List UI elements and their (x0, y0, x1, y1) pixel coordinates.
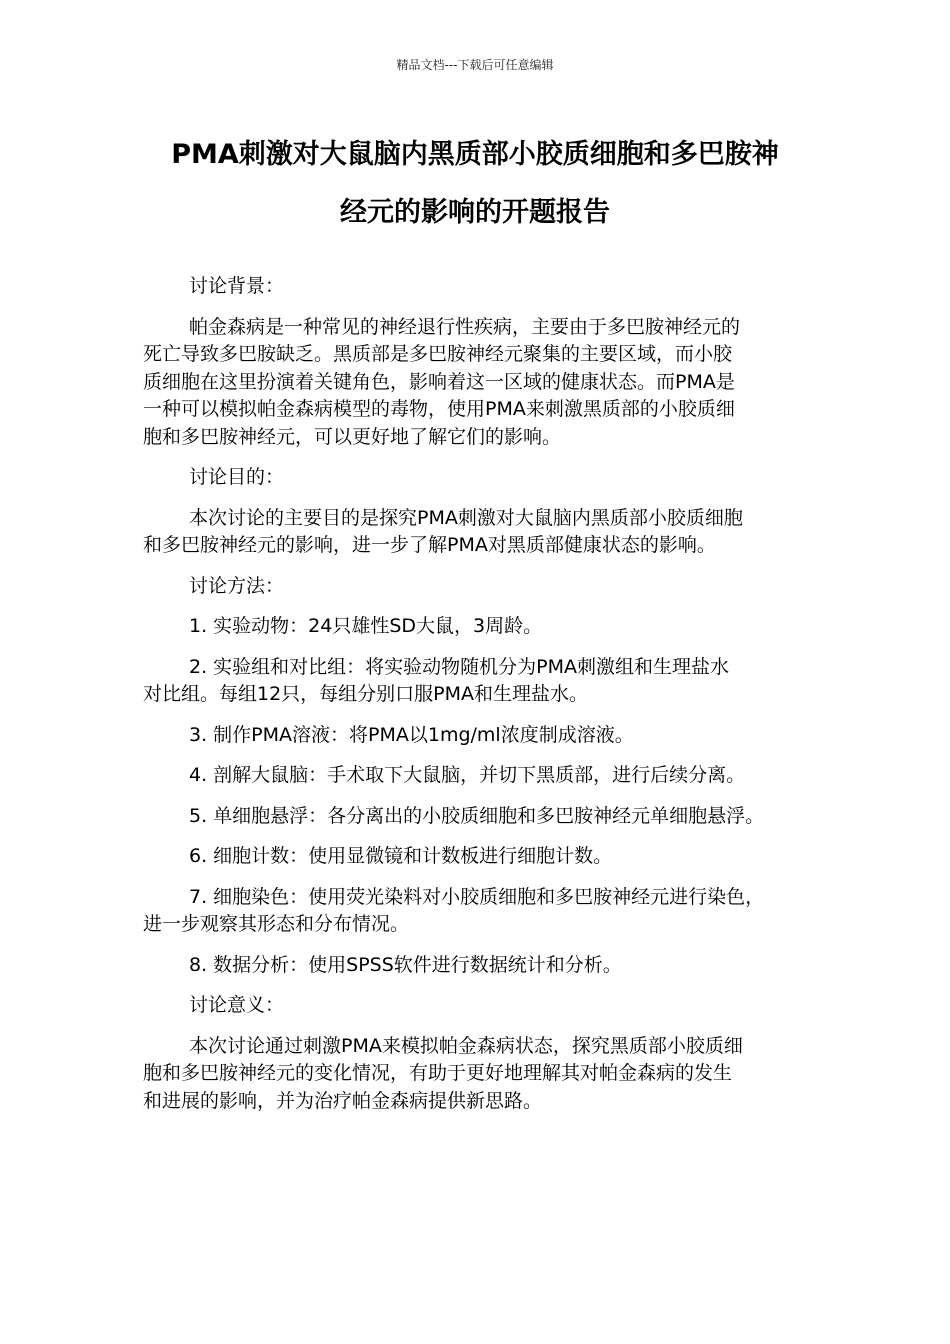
purpose-line: 本次讨论的主要目的是探究PMA刺激对大鼠脑内黑质部小胶质细胞 (189, 506, 743, 529)
purpose-heading: 讨论目的： (189, 466, 285, 488)
significance-heading: 讨论意义： (189, 994, 285, 1016)
method-item-4: 4. 剖解大鼠脑：手术取下大鼠脑，并切下黑质部，进行后续分离。 (189, 764, 746, 786)
method-item-5: 5. 单细胞悬浮：各分离出的小胶质细胞和多巴胺神经元单细胞悬浮。 (189, 804, 765, 827)
method-item-8: 8. 数据分析：使用SPSS软件进行数据统计和分析。 (189, 953, 622, 976)
header-note: 精品文档---下载后可任意编辑 (396, 58, 554, 72)
purpose-line: 和多巴胺神经元的影响，进一步了解PMA对黑质部健康状态的影响。 (143, 534, 716, 556)
method-item-6: 6. 细胞计数：使用显微镜和计数板进行细胞计数。 (189, 845, 613, 867)
document-body (143, 273, 813, 1128)
background-line: 死亡导致多巴胺缺乏。黑质部是多巴胺神经元聚集的主要区域，而小胶 (143, 343, 733, 365)
method-item-1: 1. 实验动物：24只雄性SD大鼠，3周龄。 (189, 615, 543, 637)
significance-paragraph (143, 1033, 813, 1116)
significance-line: 胞和多巴胺神经元的变化情况，有助于更好地理解其对帕金森病的发生 (143, 1062, 733, 1084)
method-item-7: 7. 细胞染色：使用荧光染料对小胶质细胞和多巴胺神经元进行染色， 进一步观察其形态和分布情况。 (143, 885, 765, 935)
background-line: 质细胞在这里扮演着关键角色，影响着这一区域的健康状态。而PMA是 (143, 370, 735, 393)
method-heading: 讨论方法： (189, 574, 285, 597)
significance-line: 本次讨论通过刺激PMA来模拟帕金森病状态，探究黑质部小胶质细 (189, 1034, 743, 1057)
significance-line: 和进展的影响，并为治疗帕金森病提供新思路。 (143, 1089, 543, 1112)
method-item-2: 2. 实验组和对比组：将实验动物随机分为PMA刺激组和生理盐水 对比组。每组12只，每组分别口服PMA和生理盐水。 (143, 655, 730, 705)
method-item-3: 3. 制作PMA溶液：将PMA以1mg/ml浓度制成溶液。 (189, 723, 634, 746)
background-heading: 讨论背景： (189, 275, 285, 297)
background-line: 帕金森病是一种常见的神经退行性疾病，主要由于多巴胺神经元的 (189, 315, 741, 338)
document-title-line-2: 经元的影响的开题报告 (340, 197, 610, 228)
background-paragraph (143, 314, 813, 452)
document-title-line-1: PMA刺激对大鼠脑内黑质部小胶质细胞和多巴胺神 (171, 139, 779, 170)
background-line: 胞和多巴胺神经元，可以更好地了解它们的影响。 (143, 425, 562, 448)
purpose-paragraph (143, 505, 813, 560)
background-line: 一种可以模拟帕金森病模型的毒物，使用PMA来刺激黑质部的小胶质细 (143, 398, 735, 420)
